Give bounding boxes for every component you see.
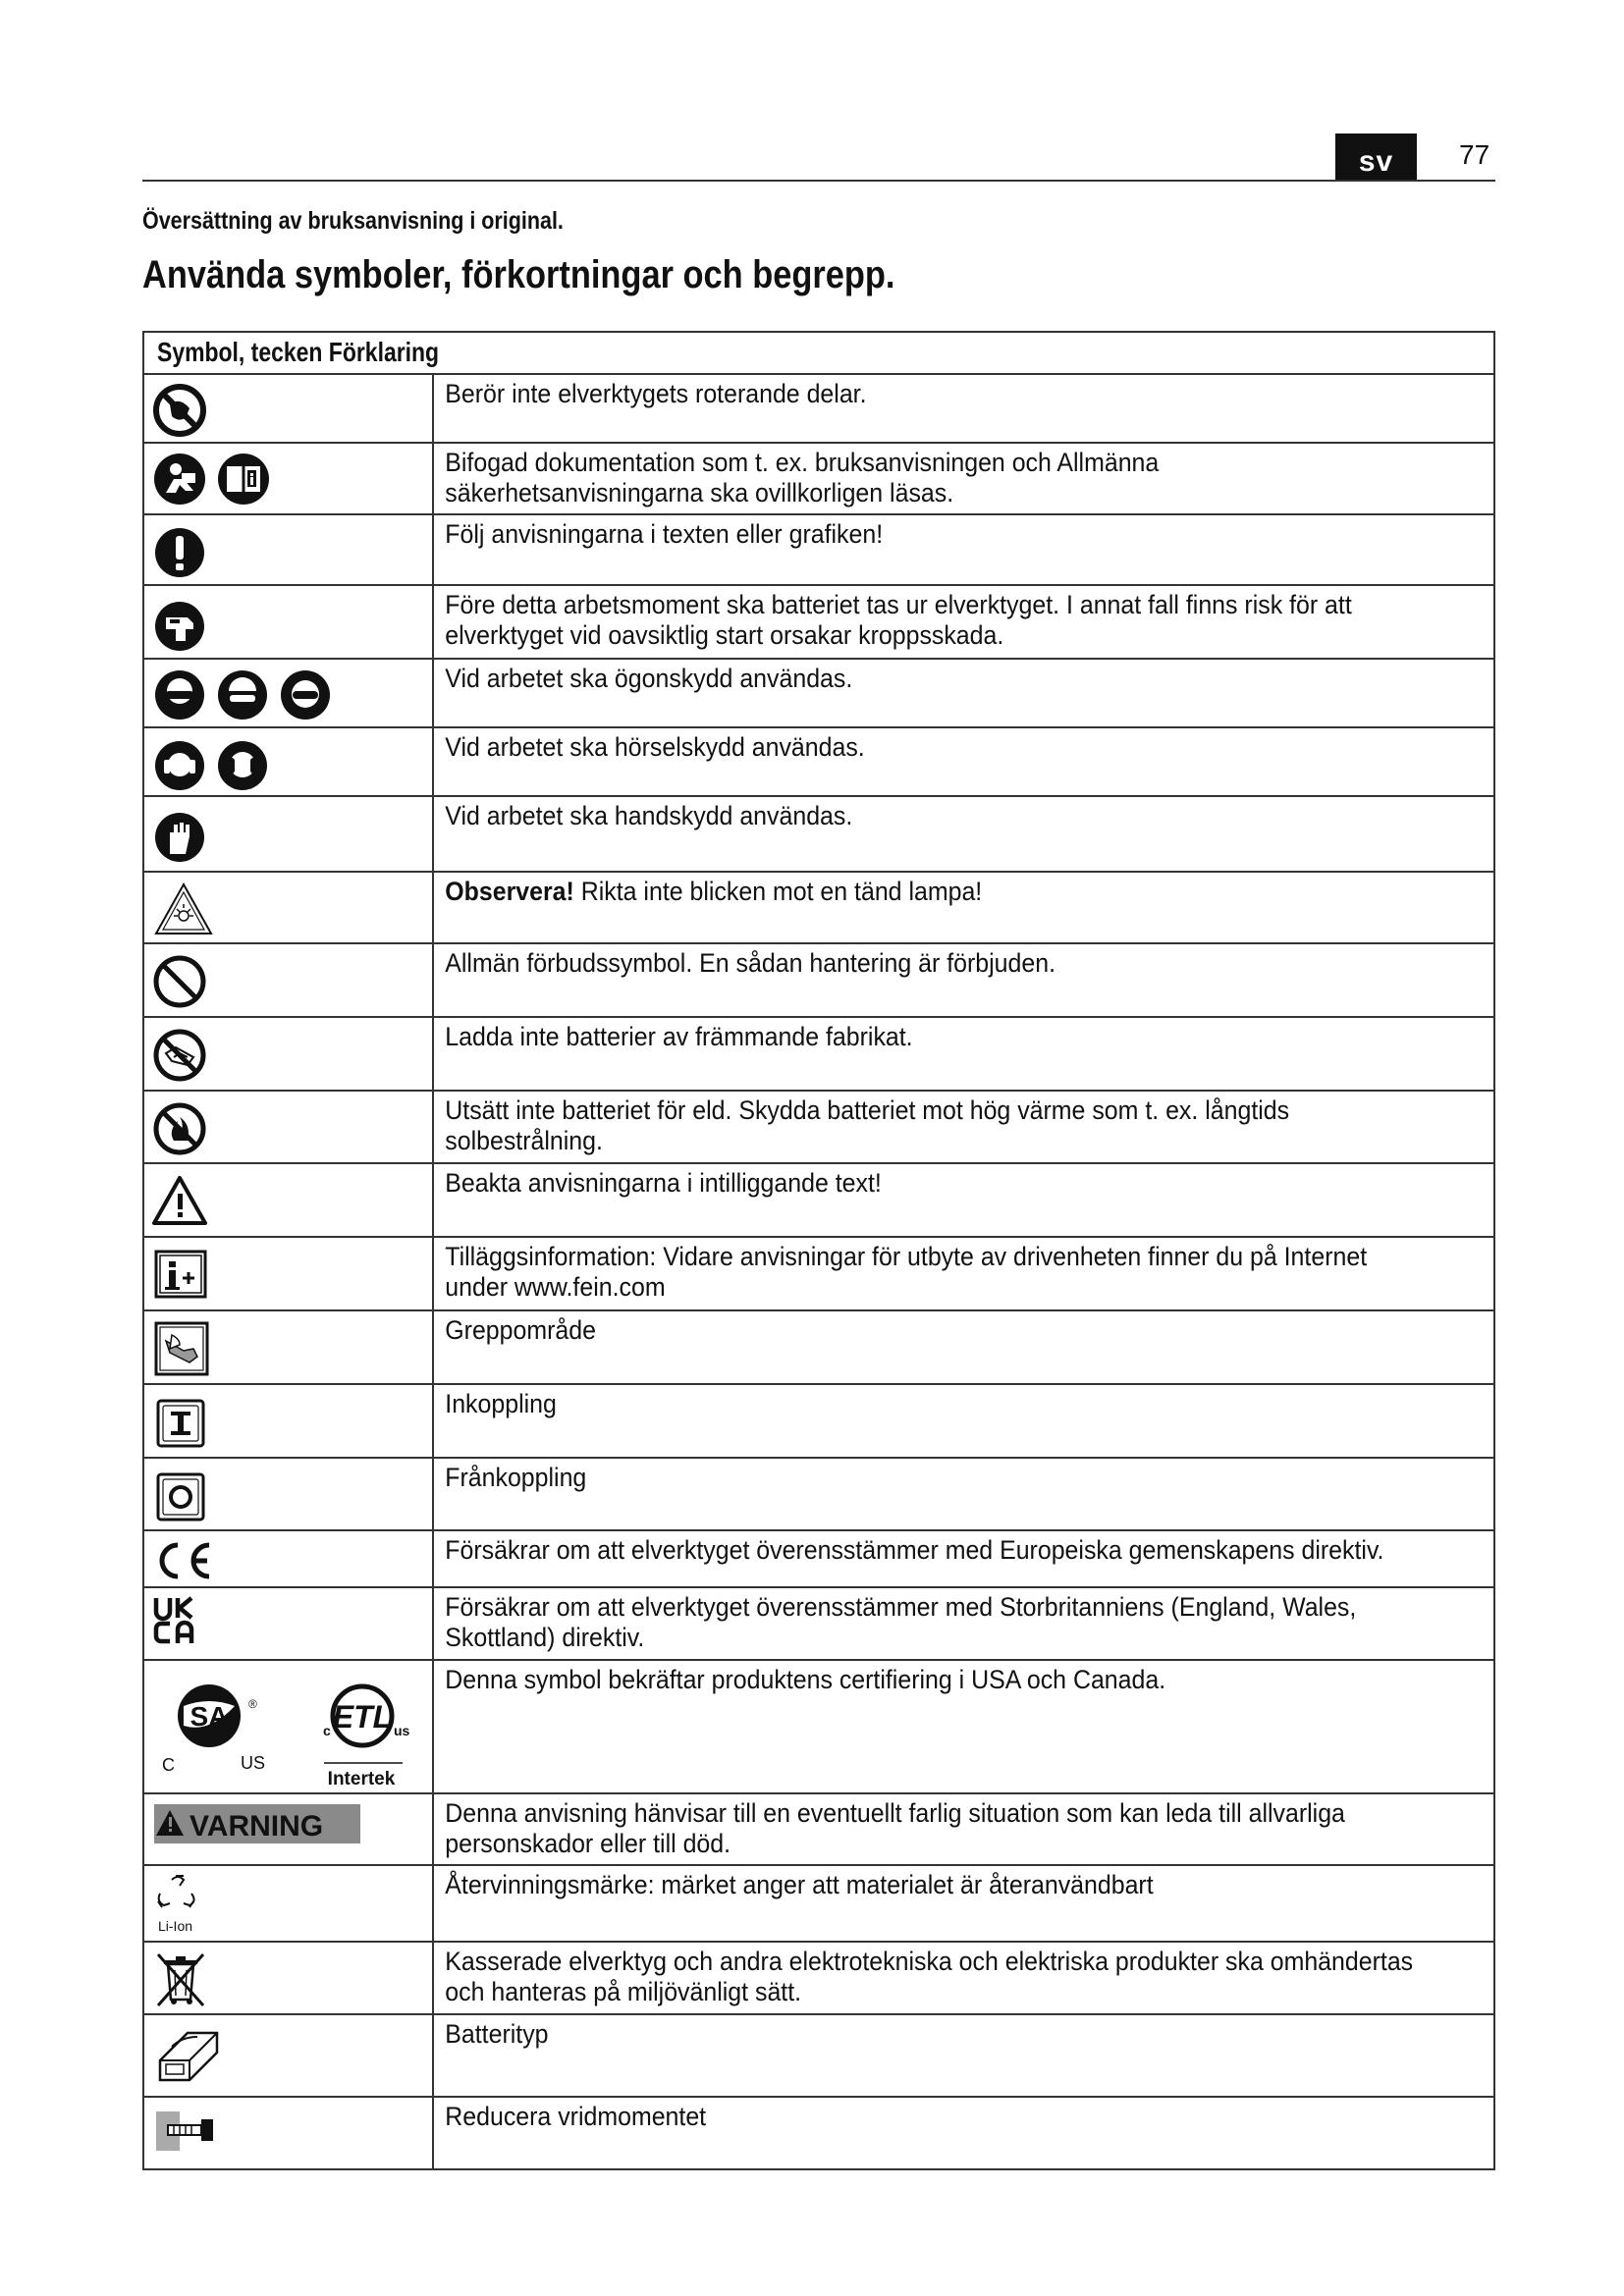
- explanation-cell: Återvinningsmärke: märket anger att materialet är återanvändbart: [445, 1870, 1154, 1899]
- recycling-li-ion-icon: [152, 1872, 211, 1941]
- symbol-cell: [144, 1661, 434, 1792]
- explanation-cell: Försäkrar om att elverktyget överensstämmer med Europeiska gemenskapens direktiv.: [445, 1535, 1384, 1565]
- table-row: [144, 797, 1493, 873]
- ukca-mark-icon: [152, 1594, 201, 1649]
- explanation-cell: Frånkoppling: [445, 1463, 587, 1492]
- symbol-cell: [144, 1164, 434, 1236]
- symbol-cell: [144, 586, 434, 658]
- table-row: [144, 1794, 1493, 1866]
- remove-battery-icon: [152, 592, 211, 653]
- table-header-label: Symbol, tecken Förklaring: [157, 337, 440, 367]
- svg-text:C: C: [162, 1755, 175, 1775]
- symbol-cell: [144, 2098, 434, 2168]
- table-row: [144, 1018, 1493, 1092]
- mandatory-exclamation-icon: [152, 521, 211, 580]
- no-fire-icon: [152, 1097, 211, 1158]
- ce-mark-icon: [152, 1537, 221, 1582]
- explanation-cell: Utsätt inte batteriet för eld. Skydda batteriet mot hög värme som t. ex. långtids solbestrålning.: [445, 1095, 1290, 1155]
- symbol-cell: [144, 1238, 434, 1309]
- explanation-cell: Följ anvisningarna i texten eller grafiken!: [445, 519, 884, 549]
- page-number: 77: [1459, 139, 1490, 170]
- symbol-cell: [144, 660, 434, 726]
- hearing-protection-icons: [152, 734, 280, 795]
- symbol-cell: [144, 2015, 434, 2096]
- reduce-torque-icon: [152, 2104, 221, 2159]
- note-text: Rikta inte blicken mot en tänd lampa!: [573, 877, 983, 906]
- explanation-cell: [434, 873, 1430, 942]
- explanation-cell: Greppområde: [445, 1315, 596, 1345]
- svg-text:SA: SA: [189, 1701, 229, 1732]
- explanation-cell: Vid arbetet ska handskydd användas.: [445, 801, 853, 830]
- symbol-cell: [144, 873, 434, 942]
- section-title: Använda symboler, förkortningar och begrepp.: [142, 253, 895, 296]
- symbol-cell: [144, 1459, 434, 1529]
- explanation-cell: Beakta anvisningarna i intilliggande text!: [445, 1168, 882, 1198]
- explanation-cell: Batterityp: [445, 2019, 549, 2049]
- symbol-cell: [144, 728, 434, 795]
- symbol-cell: [144, 1866, 434, 1941]
- explanation-cell: Tilläggsinformation: Vidare anvisningar för utbyte av drivenheten finner du på Internet under www.fein.com: [445, 1242, 1368, 1302]
- explanation-cell: Före detta arbetsmoment ska batteriet tas ur elverktyget. I annat fall finns risk för att elverktyget vid oavsiktlig start orsakar kroppsskada.: [445, 590, 1352, 650]
- svg-text:c: c: [323, 1723, 331, 1738]
- table-row: [144, 1531, 1493, 1588]
- symbol-cell: [144, 1794, 434, 1864]
- symbol-cell: [144, 1588, 434, 1659]
- switch-off-icon: [152, 1465, 211, 1525]
- eye-protection-icons: [152, 666, 349, 724]
- explanation-cell: Allmän förbudssymbol. En sådan hantering är förbjuden.: [445, 948, 1056, 978]
- table-row: [144, 873, 1493, 944]
- table-row: [144, 1311, 1493, 1385]
- table-row: [144, 1238, 1493, 1311]
- table-header: [144, 333, 1493, 375]
- document-subtitle: Översättning av bruksanvisning i original.: [142, 207, 564, 235]
- explanation-cell: Inkoppling: [445, 1389, 557, 1418]
- svg-text:Intertek: Intertek: [327, 1769, 396, 1789]
- table-row: [144, 944, 1493, 1018]
- table-row: [144, 660, 1493, 728]
- explanation-cell: Denna anvisning hänvisar till en eventuellt farlig situation som kan leda till allvarliga personskador eller till död.: [445, 1798, 1345, 1858]
- symbol-table: [142, 331, 1495, 2170]
- lamp-warning-icon: [152, 879, 215, 939]
- no-touch-rotating-icon: [152, 381, 211, 440]
- svg-text:®: ®: [248, 1697, 257, 1711]
- table-row: [144, 1459, 1493, 1531]
- explanation-cell: Kasserade elverktyg och andra elektrotekniska och elektriska produkter ska omhändertas och hanteras på miljövänligt sätt.: [445, 1947, 1414, 2006]
- table-row: [144, 1588, 1493, 1661]
- explanation-cell: Vid arbetet ska ögonskydd användas.: [445, 664, 853, 693]
- no-foreign-battery-icon: [152, 1024, 211, 1085]
- table-row: [144, 515, 1493, 586]
- table-row: [144, 444, 1493, 515]
- symbol-cell: [144, 515, 434, 584]
- table-row: [144, 375, 1493, 444]
- read-manual-icons: [152, 450, 280, 508]
- prohibition-icon: [152, 950, 211, 1009]
- svg-text:us: us: [394, 1723, 410, 1738]
- switch-on-icon: [152, 1391, 211, 1452]
- explanation-cell: Vid arbetet ska hörselskydd användas.: [445, 732, 865, 762]
- language-badge: sv: [1335, 133, 1417, 181]
- explanation-cell: Försäkrar om att elverktyget överensstämmer med Storbritanniens (England, Wales, Skottland) direktiv.: [445, 1592, 1357, 1652]
- table-row: [144, 728, 1493, 797]
- explanation-cell: Reducera vridmomentet: [445, 2102, 707, 2131]
- table-row: [144, 2015, 1493, 2098]
- info-plus-icon: [152, 1244, 211, 1303]
- table-row: [144, 1385, 1493, 1459]
- header-rule: [142, 180, 1495, 182]
- battery-pack-icon: [152, 2021, 231, 2094]
- table-row: [144, 1164, 1493, 1238]
- explanation-cell: Berör inte elverktygets roterande delar.: [445, 379, 867, 408]
- symbol-cell: [144, 1092, 434, 1162]
- weee-bin-icon: [152, 1949, 211, 2009]
- csa-etl-marks-icon: [152, 1667, 417, 1789]
- symbol-cell: [144, 944, 434, 1016]
- symbol-cell: [144, 375, 434, 442]
- table-row: [144, 1661, 1493, 1794]
- symbol-cell: [144, 1018, 434, 1090]
- grip-area-icon: [152, 1317, 211, 1378]
- glove-icon: [152, 803, 211, 864]
- table-row: [144, 2098, 1493, 2168]
- symbol-cell: [144, 1531, 434, 1586]
- symbol-cell: [144, 1943, 434, 2013]
- svg-text:ETL: ETL: [332, 1699, 393, 1735]
- warning-label-icon: [152, 1800, 362, 1849]
- svg-text:Li-Ion: Li-Ion: [158, 1918, 193, 1934]
- note-prefix: Observera!: [445, 877, 574, 906]
- warning-triangle-icon: [152, 1170, 211, 1229]
- explanation-cell: Denna symbol bekräftar produktens certifiering i USA och Canada.: [445, 1665, 1166, 1694]
- table-row: [144, 1943, 1493, 2015]
- svg-text:US: US: [241, 1753, 266, 1773]
- symbol-cell: [144, 1385, 434, 1457]
- symbol-cell: [144, 444, 434, 513]
- explanation-cell: Bifogad dokumentation som t. ex. bruksanvisningen och Allmänna säkerhetsanvisningarna ska ovillkorligen läsas.: [445, 448, 1160, 507]
- explanation-cell: Ladda inte batterier av främmande fabrikat.: [445, 1022, 913, 1051]
- table-row: [144, 1092, 1493, 1164]
- table-row: [144, 586, 1493, 660]
- symbol-cell: [144, 1311, 434, 1383]
- table-row: [144, 1866, 1493, 1943]
- svg-text:VARNING: VARNING: [189, 1810, 324, 1842]
- symbol-cell: [144, 797, 434, 871]
